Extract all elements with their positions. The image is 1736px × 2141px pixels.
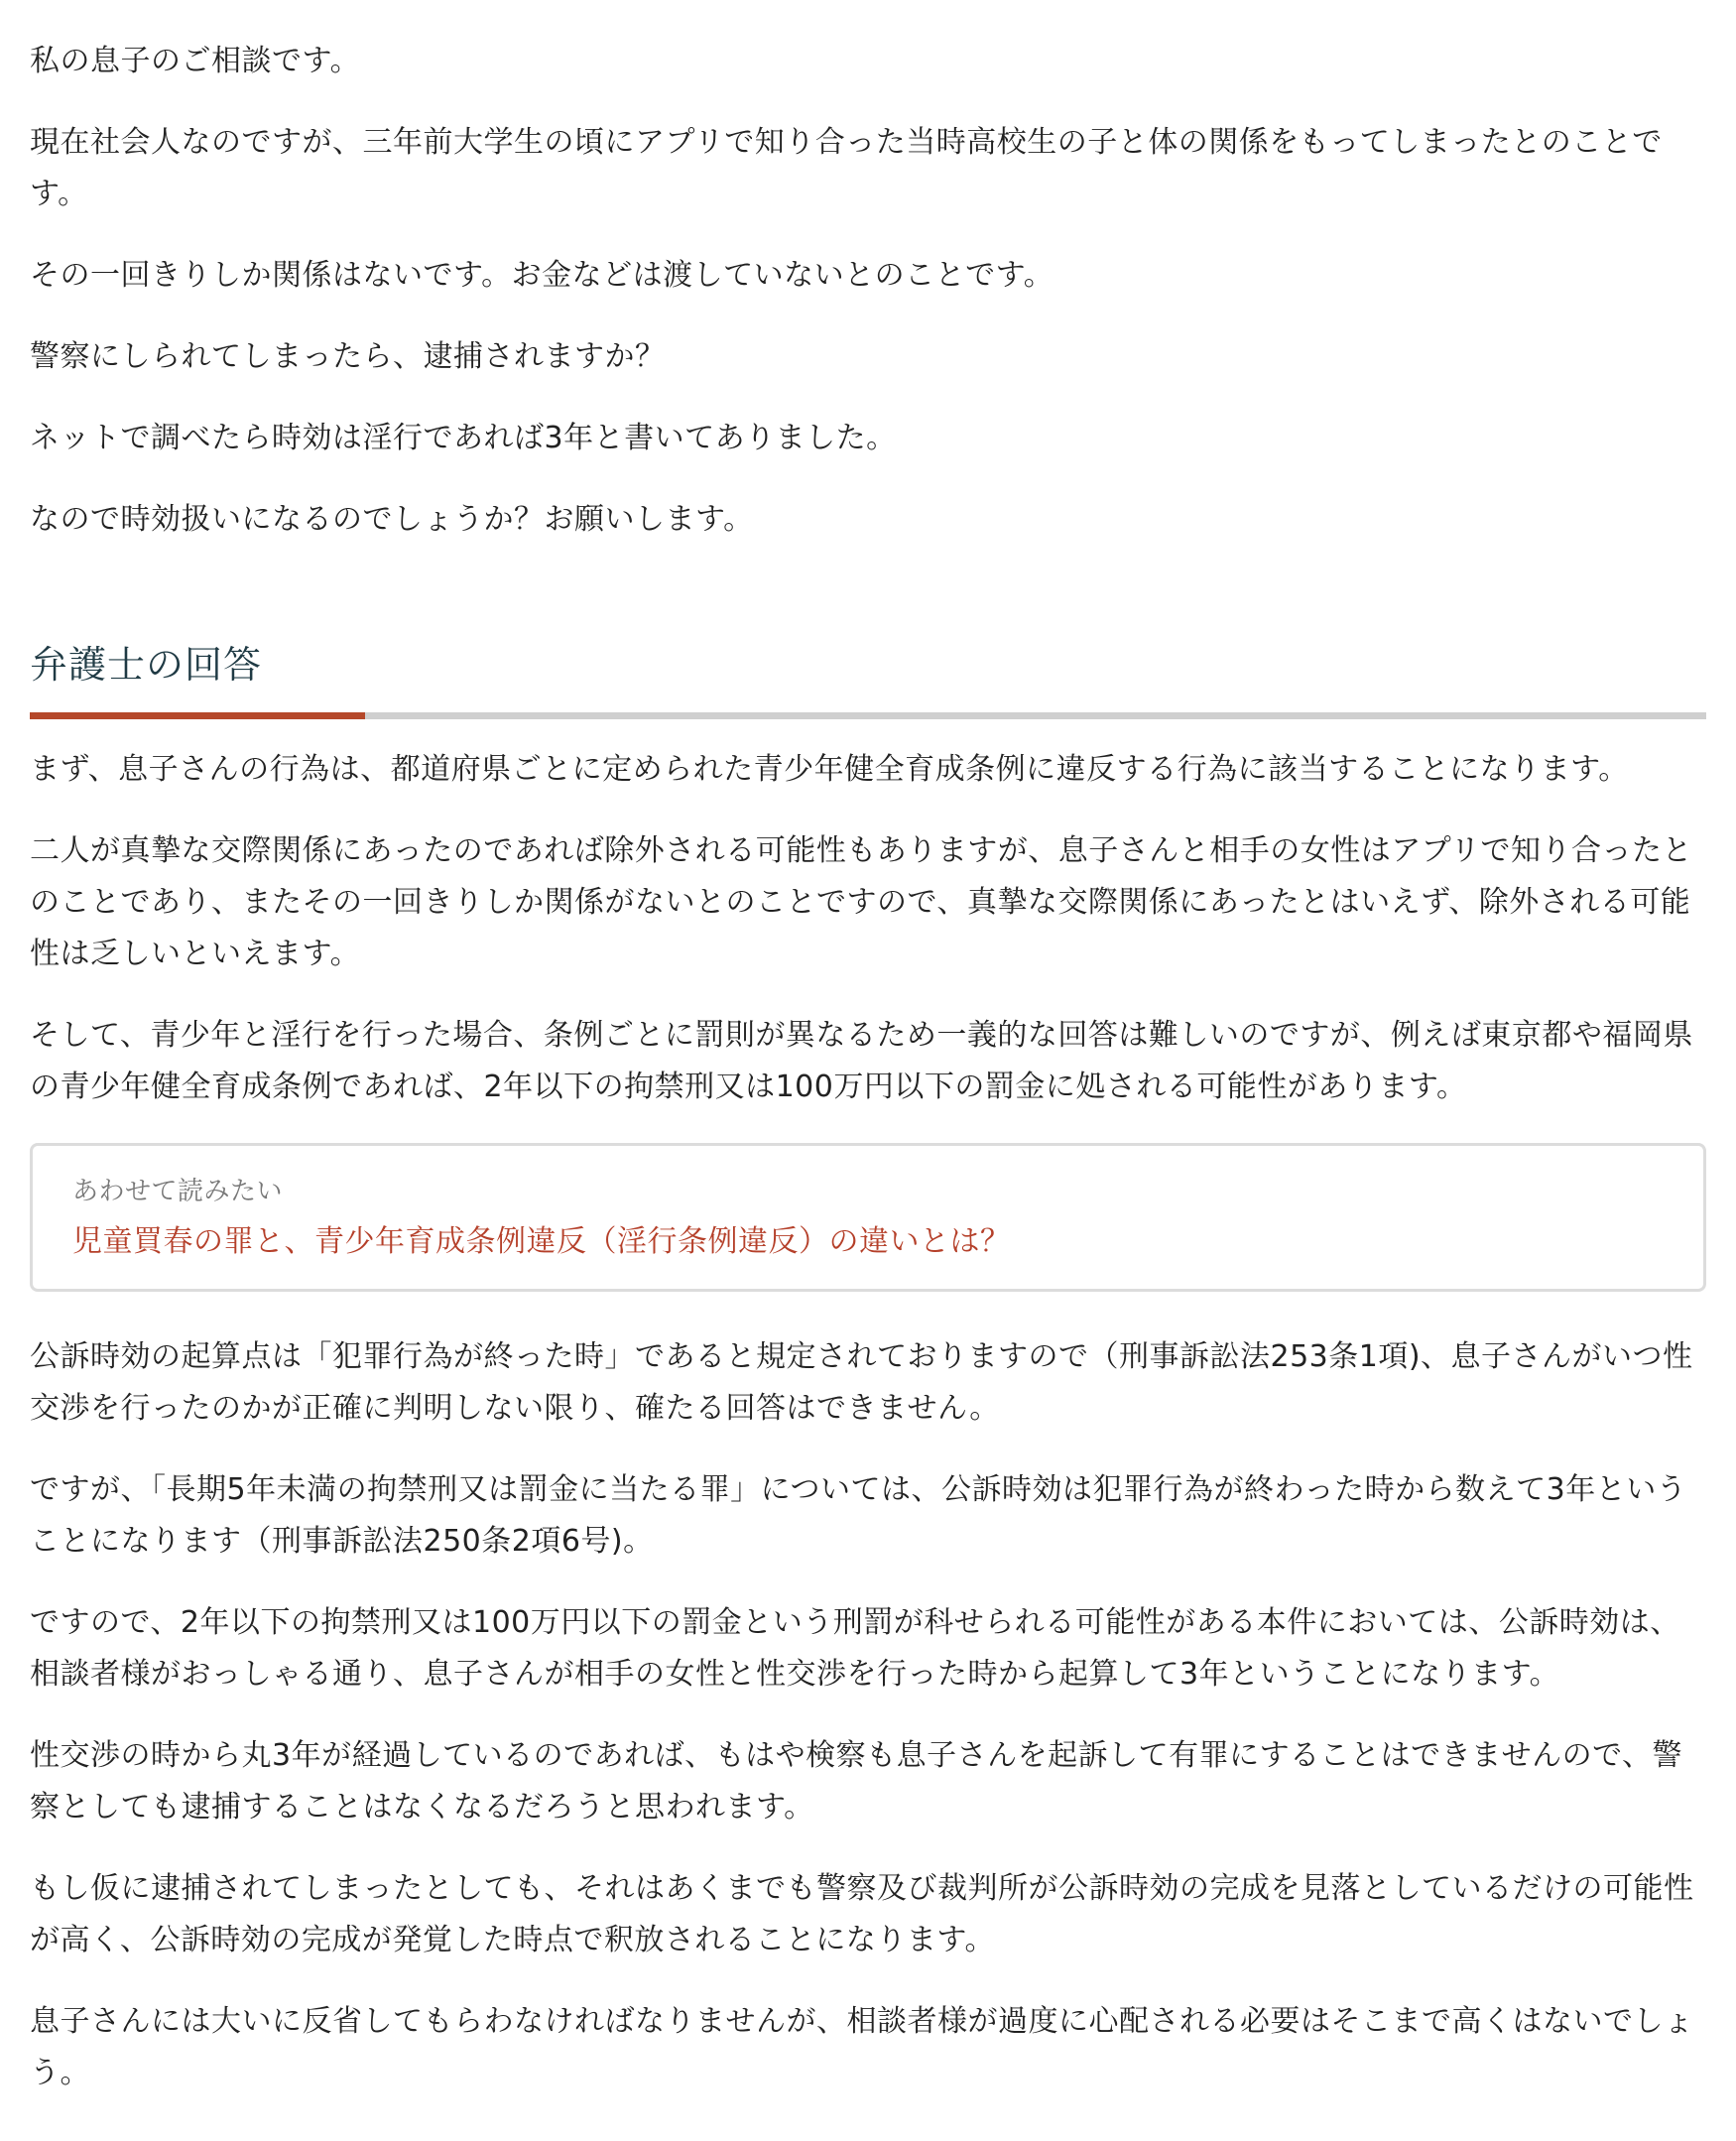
question-paragraph: なので時効扱いになるのでしょうか？お願いします。 [30, 502, 754, 537]
answer-paragraph: ですが、「長期5年未満の拘禁刑又は罰金に当たる罪」については、公訴時効は犯罪行為が終わった時から数えて3年ということになります（刑事訴訟法250条2項6号)。 [30, 1472, 1687, 1559]
answer-paragraph: ですので、2年以下の拘禁刑又は100万円以下の罰金という刑罰が科せられる可能性がある本件においては、公訴時効は、相談者様がおっしゃる通り、息子さんが相手の女性と性交渉を行った時から起算して3年ということになります。 [30, 1605, 1680, 1692]
question-paragraph: 現在社会人なのですが、三年前大学生の頃にアプリで知り合った当時高校生の子と体の関係をもってしまったとのことです。 [30, 125, 1663, 211]
question-paragraph: ネットで調べたら時効は淫行であれば3年と書いてありました。 [30, 421, 897, 455]
heading-divider-accent [30, 712, 365, 719]
answer-paragraph: 息子さんには大いに反省してもらわなければなりませんが、相談者様が過度に心配される必要はそこまで高くはないでしょう。 [30, 2004, 1694, 2090]
question-paragraph: 警察にしられてしまったら、逮捕されますか？ [30, 339, 666, 374]
heading-divider [30, 712, 1706, 719]
answer-heading-title: 弁護士の回答 [30, 643, 263, 687]
answer-section [30, 744, 1706, 2099]
answer-paragraph: 二人が真摯な交際関係にあったのであれば除外される可能性もありますが、息子さんと相手の女性はアプリで知り合ったとのことであり、またその一回きりしか関係がないとのことですので、真摯な交際関係にあったとはいえず、除外される可能性は乏しいといえます。 [30, 833, 1692, 971]
answer-paragraph: 性交渉の時から丸3年が経過しているのであれば、もはや検察も息子さんを起訴して有罪にすることはできませんので、警察としても逮捕することはなくなるだろうと思われます。 [30, 1738, 1682, 1825]
question-paragraph: 私の息子のご相談です。 [30, 44, 361, 78]
answer-paragraph: まず、息子さんの行為は、都道府県ごとに定められた青少年健全育成条例に違反する行為に該当することになります。 [30, 752, 1629, 787]
related-article-box [30, 1143, 1706, 1292]
answer-heading [30, 635, 1706, 714]
related-article-label: あわせて読みたい [72, 1177, 284, 1206]
question-section [30, 36, 1706, 546]
related-article-link[interactable]: 児童買春の罪と、青少年育成条例違反（淫行条例違反）の違いとは？ [72, 1224, 1011, 1259]
answer-paragraph: もし仮に逮捕されてしまったとしても、それはあくまでも警察及び裁判所が公訴時効の完成を見落としているだけの可能性が高く、公訴時効の完成が発覚した時点で釈放されることになります。 [30, 1871, 1694, 1957]
answer-paragraph: 公訴時効の起算点は「犯罪行為が終った時」であると規定されておりますので（刑事訴訟法253条1項)、息子さんがいつ性交渉を行ったのかが正確に判明しない限り、確たる回答はできません。 [30, 1339, 1693, 1426]
answer-paragraph: そして、青少年と淫行を行った場合、条例ごとに罰則が異なるため一義的な回答は難しいのですが、例えば東京都や福岡県の青少年健全育成条例であれば、2年以下の拘禁刑又は100万円以下の罰金に処される可能性があります。 [30, 1018, 1693, 1104]
question-paragraph: その一回きりしか関係はないです。お金などは渡していないとのことです。 [30, 258, 1054, 293]
